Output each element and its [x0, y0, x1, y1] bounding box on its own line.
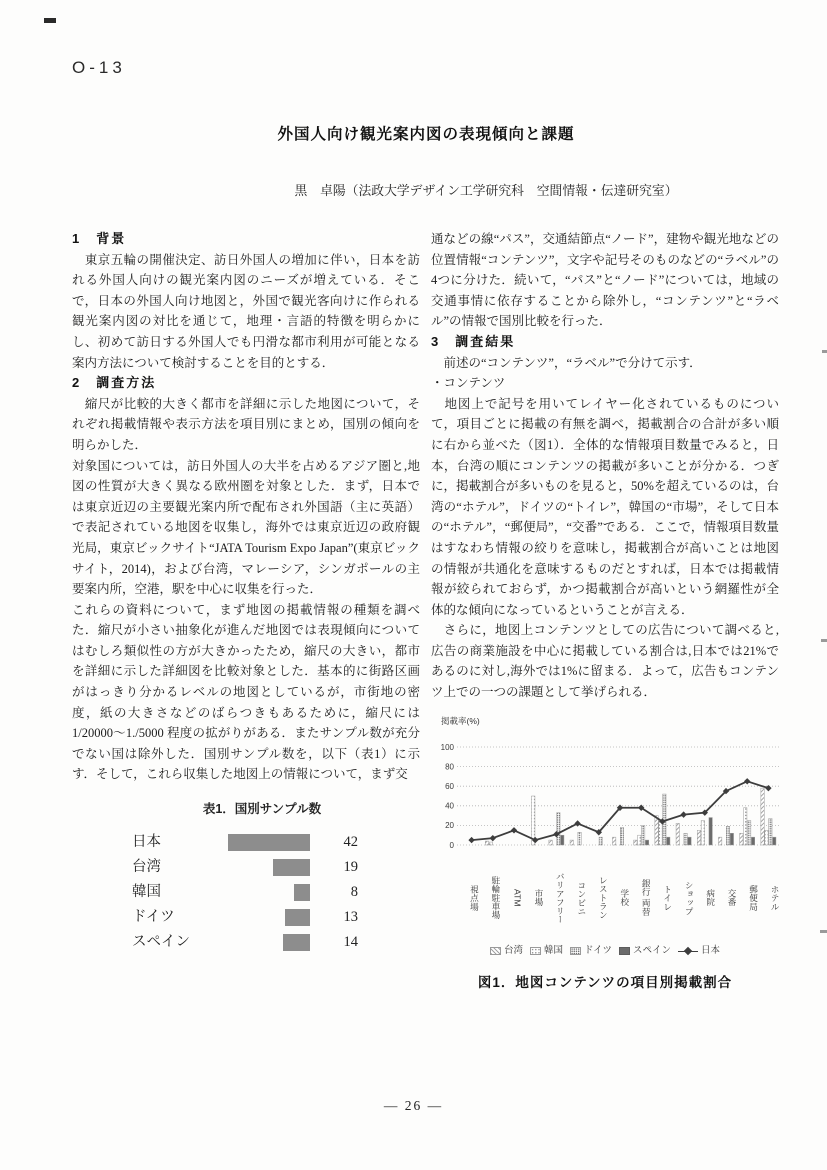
- bar-ドイツ: [641, 826, 644, 846]
- scan-artifact: [821, 639, 827, 642]
- japan-line-marker: [490, 835, 496, 841]
- bar-台湾: [676, 824, 679, 846]
- x-axis-label: レストラン: [598, 876, 609, 920]
- bar-ドイツ: [726, 827, 729, 846]
- paragraph: これらの資料について，まず地図の掲載情報の種類を調べた．縮尺が小さい抽象化が進んだ地図では表現傾向についてはむしろ類似性の方が大きかったため，縮尺の大きい，都市を詳細に示した詳細図を比較対象とした．基本的に街路区画がはっきり分かるレベルの地図としているが，市街地の密度，紙の大きさなどのばらつきもあるために，縮尺には 1/20000～1./5000 程度の拡がりがある．またサンプル数が充分でない国は除外した．国別サンプル数を，以下（表1）に示す．そして，これら収集した地図上の情報について，まず交: [72, 602, 420, 782]
- x-axis-label: 交番: [727, 889, 738, 907]
- figure1: [431, 711, 779, 994]
- bar-ドイツ: [578, 833, 581, 846]
- bar-スペイン: [773, 837, 776, 845]
- bar-台湾: [612, 837, 615, 845]
- table1-row: [132, 905, 392, 930]
- legend-item: [570, 941, 612, 962]
- legend-swatch: [530, 947, 541, 955]
- y-tick-label: 100: [440, 743, 454, 753]
- bar-track: [210, 908, 310, 927]
- bar-スペイン: [645, 840, 648, 845]
- x-axis-label: 駐輪駐車場: [490, 876, 501, 920]
- legend-swatch: [678, 947, 698, 955]
- figure1-chart-svg: [431, 731, 783, 853]
- sample-count-value: 19: [343, 858, 358, 875]
- country-label: 韓国: [132, 883, 161, 900]
- bar-track: [210, 833, 310, 852]
- paragraph: 東京五輪の開催決定、訪日外国人の増加に伴い，日本を訪れる外国人向けの観光案内図のニーズが増えている．そこで，日本の外国人向け地図と，外国で観光客向けに作られる観光案内図の対比を通じて，地理・言語的特徴を明らかにし、初めて訪日する外国人でも円滑な都市利用が可能となる案内方法について検討することを目的とする．: [72, 252, 420, 370]
- page-code: O-13: [72, 58, 126, 77]
- right-column: [431, 229, 779, 994]
- japan-line-marker: [744, 778, 750, 784]
- table1-caption: 表1．国別サンプル数: [202, 802, 322, 817]
- table1-row: [132, 930, 392, 955]
- bar-track: [210, 858, 310, 877]
- section-heading-method: 2 調査方法: [72, 375, 157, 391]
- bar-台湾: [485, 841, 488, 845]
- left-column: [72, 229, 420, 994]
- bar-スペイン: [730, 833, 733, 845]
- sample-count-bar: [283, 934, 310, 951]
- sample-count-bar: [294, 884, 310, 901]
- sample-count-value: 13: [343, 908, 358, 925]
- figure1-x-axis-labels: [457, 861, 779, 935]
- paragraph: さらに，地図上コンテンツとしての広告について調べると,広告の商業施設を中心に掲載している割合は,日本では21%であるのに対し,海外では1%に留まる．よって，広告もコンテンツ上での一つの課題として挙げられる．: [431, 623, 779, 700]
- scan-artifact: [44, 18, 56, 23]
- japan-line-marker: [511, 827, 517, 833]
- y-tick-label: 20: [445, 821, 454, 831]
- y-tick-label: 80: [445, 762, 454, 772]
- paragraph: 通などの線“パス”，交通結節点“ノード”，建物や観光地などの位置情報“コンテンツ”，文字や記号そのものなどの“ラベル”の4つに分けた．続いて，“パス”と“ノード”については，地域の交通事情に依存することから除外し，“コンテンツ”と“ラベル”の情報で国別比較を行った．: [431, 232, 779, 329]
- figure1-y-axis-label: 掲載率(%): [441, 715, 480, 726]
- bar-韓国: [744, 808, 747, 845]
- legend-item: [490, 941, 523, 962]
- x-axis-label: バリアフリー: [555, 872, 566, 924]
- bar-台湾: [549, 840, 552, 845]
- bar-台湾: [697, 831, 700, 846]
- sample-count-bar: [285, 909, 310, 926]
- bar-台湾: [761, 788, 764, 845]
- y-tick-label: 40: [445, 801, 454, 811]
- paragraph: 対象国については，訪日外国人の大半を占めるアジア圏と,地図の性質が大きく異なる欧州圏を対象とした．まず，日本では東京近辺の主要観光案内所で配布され外国語（主に英語）で表記されている地図を収集し，海外では東京近辺の政府観光局，東京ビックサイト“JATA Tourism Expo Japan”(東京ビックサイト，2014)，および台湾，マレーシア，シンガポールの主要案内所，空港，駅を中心に収集を行った．: [72, 458, 420, 597]
- two-column-body: [72, 229, 780, 994]
- bar-スペイン: [751, 837, 754, 845]
- country-label: 日本: [132, 833, 161, 850]
- table1-row: [132, 855, 392, 880]
- legend-item: [619, 941, 671, 962]
- table1-row: [132, 880, 392, 905]
- bar-ドイツ: [769, 819, 772, 845]
- legend-swatch: [619, 947, 630, 955]
- x-axis-label: トイレ: [662, 884, 673, 911]
- bar-track: [210, 933, 310, 952]
- section-heading-background: 1 背景: [72, 231, 127, 246]
- legend-item: [678, 941, 720, 962]
- bar-ドイツ: [620, 828, 623, 846]
- sample-count-value: 14: [343, 933, 358, 950]
- legend-label: 日本: [701, 944, 721, 956]
- bar-台湾: [718, 837, 721, 845]
- section-heading-results: 3 調査結果: [431, 333, 516, 349]
- bar-台湾: [634, 840, 637, 845]
- bar-韓国: [701, 821, 704, 846]
- sample-count-value: 8: [350, 883, 358, 900]
- paragraph: 地図上で記号を用いてレイヤー化されているものについて，項目ごとに掲載の有無を調べ，掲載割合の合計が多い順に右から並べた（図1）．全体的な情報項目数量でみると，日本，台湾の順にコンテンツの掲載が多いことが分かる．つぎに，掲載割合が多いものを見ると，50%を超えているのは，台湾の“ホテル”，ドイツの“トイレ”，韓国の“市場”，そして日本の“ホテル”，“郵便局”，“交番”である．ここで，情報項目数量はすなわち情報の絞りを意味し，掲載割合が高いことは地図の情報が共通化を意味するものだとすれば，日本では掲載情報が絞られておらず，かつ掲載割合が高いという網羅性が全体的な傾向になっているということが言える．: [431, 396, 779, 617]
- legend-label: 韓国: [543, 944, 563, 956]
- x-axis-label: 視点場: [469, 884, 480, 911]
- bar-スペイン: [667, 837, 670, 845]
- x-axis-label: 学校: [619, 889, 630, 907]
- bar-韓国: [489, 842, 492, 845]
- x-axis-label: 市場: [533, 889, 544, 907]
- bar-ドイツ: [684, 833, 687, 845]
- scan-artifact: [820, 930, 827, 933]
- bar-台湾: [570, 840, 573, 845]
- table1-row: [132, 830, 392, 855]
- x-axis-label: 銀行 両替: [641, 879, 652, 917]
- bar-track: [210, 883, 310, 902]
- paragraph: ・コンテンツ: [431, 376, 506, 391]
- country-label: スペイン: [132, 933, 190, 950]
- bar-スペイン: [688, 837, 691, 845]
- bar-韓国: [638, 835, 641, 845]
- table1-rows: [132, 830, 392, 955]
- y-tick-label: 0: [449, 841, 454, 851]
- sample-count-bar: [228, 834, 310, 851]
- bar-台湾: [655, 816, 658, 845]
- bar-台湾: [740, 833, 743, 845]
- paper-title: 外国人向け観光案内図の表現傾向と課題: [277, 126, 575, 143]
- bar-韓国: [659, 821, 662, 846]
- bar-ドイツ: [557, 813, 560, 845]
- legend-label: スペイン: [633, 944, 672, 956]
- legend-label: ドイツ: [583, 944, 613, 956]
- sample-count-bar: [273, 859, 310, 876]
- author-line: 黒 卓陽（法政大学デザイン工学研究科 空間情報・伝達研究室）: [294, 184, 678, 198]
- figure1-legend: [431, 941, 779, 962]
- japan-line-marker: [468, 837, 474, 843]
- x-axis-label: コンビニ: [576, 880, 587, 916]
- x-axis-label: 病院: [705, 889, 716, 907]
- x-axis-label: ホテル: [770, 884, 781, 911]
- page-number: — 26 —: [383, 1098, 444, 1113]
- country-label: 台湾: [132, 858, 161, 875]
- x-axis-label: ATM: [512, 889, 523, 907]
- bar-韓国: [532, 796, 535, 845]
- scan-artifact: [822, 350, 827, 353]
- bar-ドイツ: [599, 837, 602, 845]
- paragraph: 前述の“コンテンツ”，“ラベル”で分けて示す．: [431, 355, 702, 370]
- sample-count-value: 42: [343, 833, 358, 850]
- legend-swatch: [570, 947, 581, 955]
- bar-ドイツ: [747, 821, 750, 846]
- paragraph: 縮尺が比較的大きく都市を詳細に示した地図について，それぞれ掲載情報や表示方法を項目別にまとめ，国別の傾向を明らかした．: [72, 396, 420, 452]
- legend-swatch: [490, 947, 501, 955]
- bar-韓国: [765, 831, 768, 846]
- figure1-caption: 図1．地図コンテンツの項目別掲載割合: [477, 975, 733, 991]
- legend-label: 台湾: [503, 944, 523, 956]
- y-tick-label: 60: [445, 782, 454, 792]
- x-axis-label: ショップ: [684, 880, 695, 916]
- bar-スペイン: [709, 818, 712, 845]
- japan-line-marker: [574, 820, 580, 826]
- x-axis-label: 郵便局: [748, 884, 759, 911]
- country-label: ドイツ: [132, 908, 175, 925]
- legend-item: [530, 941, 563, 962]
- table1: [132, 799, 392, 955]
- japan-line-marker: [680, 812, 686, 818]
- bar-スペイン: [561, 835, 564, 845]
